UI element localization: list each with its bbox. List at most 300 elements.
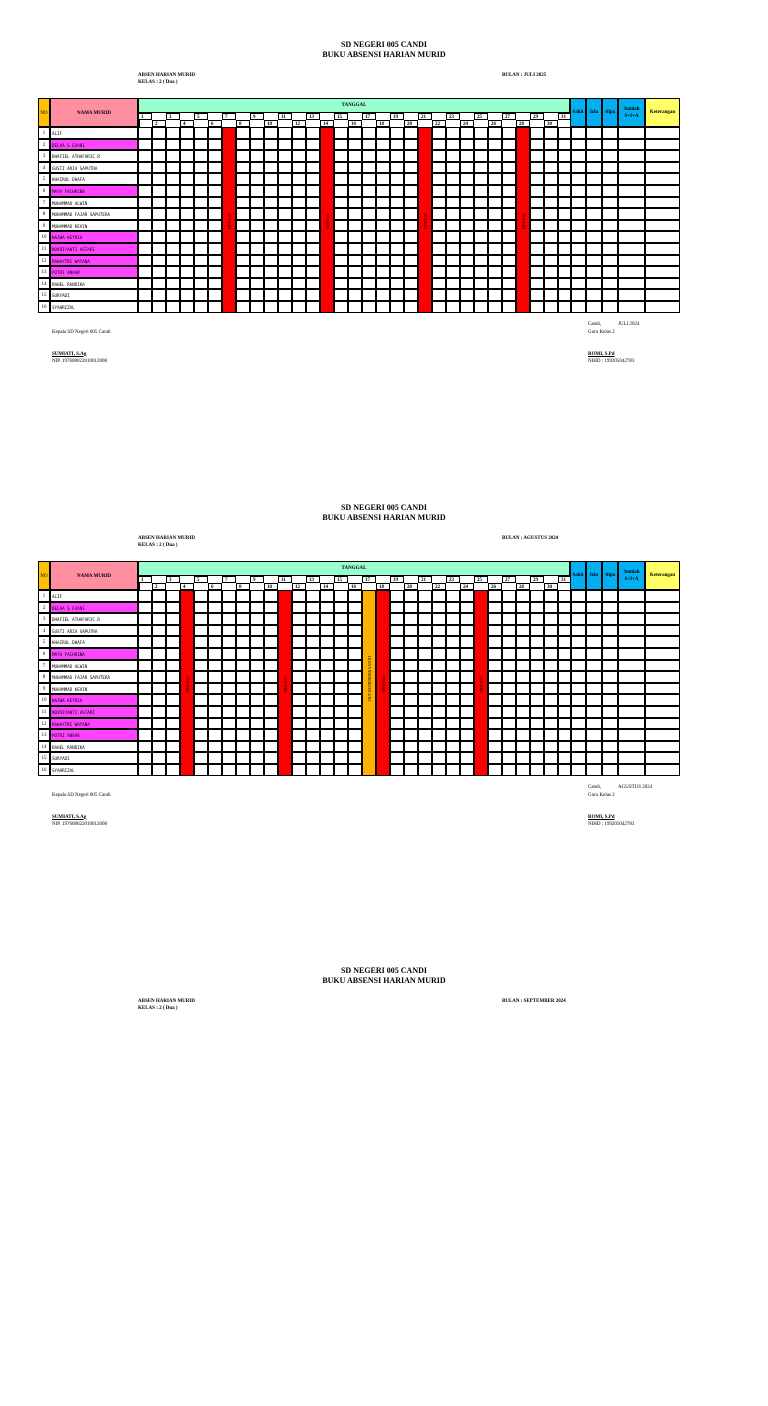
- attendance-cell[interactable]: [152, 683, 166, 695]
- attendance-cell[interactable]: [404, 648, 418, 660]
- attendance-cell[interactable]: [320, 602, 334, 614]
- jumlah-cell[interactable]: [618, 613, 645, 625]
- attendance-cell[interactable]: [306, 127, 320, 139]
- attendance-cell[interactable]: [236, 660, 250, 672]
- attendance-cell[interactable]: [488, 278, 502, 290]
- izin-cell[interactable]: [586, 243, 602, 255]
- attendance-cell[interactable]: [488, 127, 502, 139]
- jumlah-cell[interactable]: [618, 255, 645, 267]
- attendance-cell[interactable]: [404, 255, 418, 267]
- attendance-cell[interactable]: [348, 660, 362, 672]
- attendance-cell[interactable]: [530, 671, 544, 683]
- attendance-cell[interactable]: [264, 694, 278, 706]
- attendance-cell[interactable]: [292, 613, 306, 625]
- attendance-cell[interactable]: [516, 752, 530, 764]
- keterangan-cell[interactable]: [645, 683, 680, 695]
- attendance-cell[interactable]: [166, 255, 180, 267]
- attendance-cell[interactable]: [292, 729, 306, 741]
- keterangan-cell[interactable]: [645, 590, 680, 602]
- attendance-cell[interactable]: [488, 139, 502, 151]
- attendance-cell[interactable]: [432, 613, 446, 625]
- attendance-cell[interactable]: [362, 231, 376, 243]
- attendance-cell[interactable]: [376, 231, 390, 243]
- attendance-cell[interactable]: [194, 289, 208, 301]
- attendance-cell[interactable]: [292, 671, 306, 683]
- attendance-cell[interactable]: [404, 613, 418, 625]
- attendance-cell[interactable]: [250, 231, 264, 243]
- attendance-cell[interactable]: [292, 752, 306, 764]
- attendance-cell[interactable]: [432, 301, 446, 313]
- attendance-cell[interactable]: [222, 718, 236, 730]
- attendance-cell[interactable]: [488, 266, 502, 278]
- attendance-cell[interactable]: [236, 278, 250, 290]
- izin-cell[interactable]: [586, 648, 602, 660]
- attendance-cell[interactable]: [138, 231, 152, 243]
- sakit-cell[interactable]: [570, 127, 586, 139]
- attendance-cell[interactable]: [348, 162, 362, 174]
- alpa-cell[interactable]: [602, 231, 618, 243]
- attendance-cell[interactable]: [306, 278, 320, 290]
- attendance-cell[interactable]: [348, 220, 362, 232]
- attendance-cell[interactable]: [292, 625, 306, 637]
- attendance-cell[interactable]: [194, 706, 208, 718]
- attendance-cell[interactable]: [348, 150, 362, 162]
- attendance-cell[interactable]: [166, 741, 180, 753]
- alpa-cell[interactable]: [602, 752, 618, 764]
- jumlah-cell[interactable]: [618, 741, 645, 753]
- attendance-cell[interactable]: [334, 729, 348, 741]
- attendance-cell[interactable]: [446, 266, 460, 278]
- attendance-cell[interactable]: [236, 694, 250, 706]
- attendance-cell[interactable]: [432, 706, 446, 718]
- attendance-cell[interactable]: [138, 266, 152, 278]
- attendance-cell[interactable]: [278, 301, 292, 313]
- alpa-cell[interactable]: [602, 220, 618, 232]
- attendance-cell[interactable]: [376, 266, 390, 278]
- attendance-cell[interactable]: [208, 602, 222, 614]
- attendance-cell[interactable]: [446, 243, 460, 255]
- attendance-cell[interactable]: [488, 220, 502, 232]
- attendance-cell[interactable]: [194, 764, 208, 776]
- attendance-cell[interactable]: [292, 197, 306, 209]
- izin-cell[interactable]: [586, 173, 602, 185]
- attendance-cell[interactable]: [376, 173, 390, 185]
- attendance-cell[interactable]: [236, 139, 250, 151]
- attendance-cell[interactable]: [306, 636, 320, 648]
- attendance-cell[interactable]: [180, 197, 194, 209]
- attendance-cell[interactable]: [530, 718, 544, 730]
- attendance-cell[interactable]: [544, 278, 558, 290]
- attendance-cell[interactable]: [446, 729, 460, 741]
- attendance-cell[interactable]: [208, 208, 222, 220]
- attendance-cell[interactable]: [208, 220, 222, 232]
- attendance-cell[interactable]: [278, 278, 292, 290]
- keterangan-cell[interactable]: [645, 231, 680, 243]
- attendance-cell[interactable]: [516, 660, 530, 672]
- attendance-cell[interactable]: [306, 625, 320, 637]
- attendance-cell[interactable]: [376, 289, 390, 301]
- attendance-cell[interactable]: [390, 139, 404, 151]
- attendance-cell[interactable]: [334, 139, 348, 151]
- attendance-cell[interactable]: [236, 197, 250, 209]
- attendance-cell[interactable]: [432, 266, 446, 278]
- alpa-cell[interactable]: [602, 278, 618, 290]
- attendance-cell[interactable]: [152, 741, 166, 753]
- jumlah-cell[interactable]: [618, 625, 645, 637]
- attendance-cell[interactable]: [488, 625, 502, 637]
- attendance-cell[interactable]: [390, 255, 404, 267]
- attendance-cell[interactable]: [320, 671, 334, 683]
- attendance-cell[interactable]: [222, 671, 236, 683]
- attendance-cell[interactable]: [236, 625, 250, 637]
- attendance-cell[interactable]: [264, 718, 278, 730]
- sakit-cell[interactable]: [570, 208, 586, 220]
- attendance-cell[interactable]: [348, 741, 362, 753]
- attendance-cell[interactable]: [418, 636, 432, 648]
- attendance-cell[interactable]: [138, 243, 152, 255]
- attendance-cell[interactable]: [208, 683, 222, 695]
- attendance-cell[interactable]: [152, 162, 166, 174]
- attendance-cell[interactable]: [376, 208, 390, 220]
- attendance-cell[interactable]: [236, 764, 250, 776]
- attendance-cell[interactable]: [208, 752, 222, 764]
- attendance-cell[interactable]: [530, 625, 544, 637]
- keterangan-cell[interactable]: [645, 752, 680, 764]
- attendance-cell[interactable]: [530, 694, 544, 706]
- jumlah-cell[interactable]: [618, 694, 645, 706]
- attendance-cell[interactable]: [474, 208, 488, 220]
- sakit-cell[interactable]: [570, 266, 586, 278]
- attendance-cell[interactable]: [404, 741, 418, 753]
- attendance-cell[interactable]: [138, 590, 152, 602]
- attendance-cell[interactable]: [446, 301, 460, 313]
- attendance-cell[interactable]: [222, 648, 236, 660]
- attendance-cell[interactable]: [194, 694, 208, 706]
- izin-cell[interactable]: [586, 150, 602, 162]
- attendance-cell[interactable]: [264, 289, 278, 301]
- attendance-cell[interactable]: [390, 220, 404, 232]
- attendance-cell[interactable]: [474, 150, 488, 162]
- attendance-cell[interactable]: [544, 694, 558, 706]
- attendance-cell[interactable]: [306, 231, 320, 243]
- attendance-cell[interactable]: [530, 590, 544, 602]
- attendance-cell[interactable]: [544, 729, 558, 741]
- attendance-cell[interactable]: [138, 671, 152, 683]
- attendance-cell[interactable]: [208, 139, 222, 151]
- attendance-cell[interactable]: [166, 625, 180, 637]
- attendance-cell[interactable]: [348, 683, 362, 695]
- attendance-cell[interactable]: [264, 301, 278, 313]
- attendance-cell[interactable]: [250, 752, 264, 764]
- attendance-cell[interactable]: [320, 764, 334, 776]
- attendance-cell[interactable]: [544, 636, 558, 648]
- izin-cell[interactable]: [586, 266, 602, 278]
- attendance-cell[interactable]: [348, 231, 362, 243]
- attendance-cell[interactable]: [432, 208, 446, 220]
- attendance-cell[interactable]: [488, 671, 502, 683]
- attendance-cell[interactable]: [418, 683, 432, 695]
- attendance-cell[interactable]: [432, 660, 446, 672]
- attendance-cell[interactable]: [180, 243, 194, 255]
- attendance-cell[interactable]: [488, 752, 502, 764]
- attendance-cell[interactable]: [502, 636, 516, 648]
- attendance-cell[interactable]: [320, 694, 334, 706]
- attendance-cell[interactable]: [138, 127, 152, 139]
- attendance-cell[interactable]: [362, 289, 376, 301]
- attendance-cell[interactable]: [306, 718, 320, 730]
- attendance-cell[interactable]: [194, 671, 208, 683]
- attendance-cell[interactable]: [432, 590, 446, 602]
- attendance-cell[interactable]: [446, 173, 460, 185]
- attendance-cell[interactable]: [292, 139, 306, 151]
- attendance-cell[interactable]: [166, 231, 180, 243]
- jumlah-cell[interactable]: [618, 648, 645, 660]
- attendance-cell[interactable]: [208, 729, 222, 741]
- attendance-cell[interactable]: [432, 625, 446, 637]
- attendance-cell[interactable]: [264, 671, 278, 683]
- attendance-cell[interactable]: [474, 185, 488, 197]
- attendance-cell[interactable]: [236, 613, 250, 625]
- attendance-cell[interactable]: [236, 706, 250, 718]
- attendance-cell[interactable]: [250, 602, 264, 614]
- attendance-cell[interactable]: [446, 648, 460, 660]
- attendance-cell[interactable]: [334, 220, 348, 232]
- attendance-cell[interactable]: [432, 289, 446, 301]
- keterangan-cell[interactable]: [645, 220, 680, 232]
- attendance-cell[interactable]: [138, 185, 152, 197]
- izin-cell[interactable]: [586, 278, 602, 290]
- attendance-cell[interactable]: [208, 706, 222, 718]
- attendance-cell[interactable]: [152, 220, 166, 232]
- izin-cell[interactable]: [586, 718, 602, 730]
- attendance-cell[interactable]: [264, 752, 278, 764]
- attendance-cell[interactable]: [516, 590, 530, 602]
- attendance-cell[interactable]: [152, 278, 166, 290]
- attendance-cell[interactable]: [432, 694, 446, 706]
- attendance-cell[interactable]: [418, 729, 432, 741]
- attendance-cell[interactable]: [460, 602, 474, 614]
- attendance-cell[interactable]: [236, 590, 250, 602]
- attendance-cell[interactable]: [264, 266, 278, 278]
- attendance-cell[interactable]: [404, 694, 418, 706]
- attendance-cell[interactable]: [320, 590, 334, 602]
- attendance-cell[interactable]: [194, 660, 208, 672]
- attendance-cell[interactable]: [418, 660, 432, 672]
- attendance-cell[interactable]: [208, 590, 222, 602]
- alpa-cell[interactable]: [602, 243, 618, 255]
- attendance-cell[interactable]: [460, 590, 474, 602]
- attendance-cell[interactable]: [544, 741, 558, 753]
- attendance-cell[interactable]: [432, 197, 446, 209]
- attendance-cell[interactable]: [460, 255, 474, 267]
- attendance-cell[interactable]: [502, 301, 516, 313]
- attendance-cell[interactable]: [166, 173, 180, 185]
- attendance-cell[interactable]: [250, 741, 264, 753]
- attendance-cell[interactable]: [264, 208, 278, 220]
- attendance-cell[interactable]: [418, 590, 432, 602]
- jumlah-cell[interactable]: [618, 220, 645, 232]
- attendance-cell[interactable]: [404, 718, 418, 730]
- attendance-cell[interactable]: [544, 683, 558, 695]
- attendance-cell[interactable]: [488, 150, 502, 162]
- attendance-cell[interactable]: [208, 741, 222, 753]
- attendance-cell[interactable]: [222, 625, 236, 637]
- attendance-cell[interactable]: [138, 764, 152, 776]
- attendance-cell[interactable]: [208, 718, 222, 730]
- attendance-cell[interactable]: [138, 694, 152, 706]
- attendance-cell[interactable]: [390, 648, 404, 660]
- attendance-cell[interactable]: [152, 729, 166, 741]
- keterangan-cell[interactable]: [645, 660, 680, 672]
- jumlah-cell[interactable]: [618, 208, 645, 220]
- sakit-cell[interactable]: [570, 741, 586, 753]
- keterangan-cell[interactable]: [645, 625, 680, 637]
- attendance-cell[interactable]: [166, 718, 180, 730]
- attendance-cell[interactable]: [446, 197, 460, 209]
- attendance-cell[interactable]: [180, 255, 194, 267]
- attendance-cell[interactable]: [152, 636, 166, 648]
- attendance-cell[interactable]: [376, 255, 390, 267]
- attendance-cell[interactable]: [180, 150, 194, 162]
- attendance-cell[interactable]: [250, 243, 264, 255]
- attendance-cell[interactable]: [530, 729, 544, 741]
- attendance-cell[interactable]: [530, 660, 544, 672]
- attendance-cell[interactable]: [404, 208, 418, 220]
- attendance-cell[interactable]: [292, 764, 306, 776]
- attendance-cell[interactable]: [334, 197, 348, 209]
- attendance-cell[interactable]: [502, 590, 516, 602]
- attendance-cell[interactable]: [390, 162, 404, 174]
- attendance-cell[interactable]: [264, 255, 278, 267]
- attendance-cell[interactable]: [502, 150, 516, 162]
- jumlah-cell[interactable]: [618, 602, 645, 614]
- attendance-cell[interactable]: [390, 602, 404, 614]
- attendance-cell[interactable]: [348, 266, 362, 278]
- attendance-cell[interactable]: [194, 636, 208, 648]
- attendance-cell[interactable]: [264, 231, 278, 243]
- attendance-cell[interactable]: [404, 764, 418, 776]
- attendance-cell[interactable]: [530, 278, 544, 290]
- attendance-cell[interactable]: [180, 139, 194, 151]
- attendance-cell[interactable]: [516, 625, 530, 637]
- attendance-cell[interactable]: [390, 706, 404, 718]
- attendance-cell[interactable]: [250, 764, 264, 776]
- attendance-cell[interactable]: [306, 289, 320, 301]
- attendance-cell[interactable]: [390, 185, 404, 197]
- jumlah-cell[interactable]: [618, 278, 645, 290]
- attendance-cell[interactable]: [334, 231, 348, 243]
- attendance-cell[interactable]: [348, 718, 362, 730]
- attendance-cell[interactable]: [236, 243, 250, 255]
- attendance-cell[interactable]: [334, 185, 348, 197]
- attendance-cell[interactable]: [488, 648, 502, 660]
- attendance-cell[interactable]: [432, 185, 446, 197]
- attendance-cell[interactable]: [250, 590, 264, 602]
- attendance-cell[interactable]: [418, 602, 432, 614]
- izin-cell[interactable]: [586, 231, 602, 243]
- attendance-cell[interactable]: [278, 162, 292, 174]
- attendance-cell[interactable]: [194, 602, 208, 614]
- attendance-cell[interactable]: [488, 301, 502, 313]
- attendance-cell[interactable]: [292, 301, 306, 313]
- attendance-cell[interactable]: [362, 127, 376, 139]
- attendance-cell[interactable]: [418, 671, 432, 683]
- attendance-cell[interactable]: [250, 729, 264, 741]
- attendance-cell[interactable]: [166, 648, 180, 660]
- attendance-cell[interactable]: [152, 660, 166, 672]
- attendance-cell[interactable]: [264, 243, 278, 255]
- jumlah-cell[interactable]: [618, 173, 645, 185]
- attendance-cell[interactable]: [306, 301, 320, 313]
- alpa-cell[interactable]: [602, 764, 618, 776]
- attendance-cell[interactable]: [404, 602, 418, 614]
- attendance-cell[interactable]: [138, 660, 152, 672]
- attendance-cell[interactable]: [460, 220, 474, 232]
- attendance-cell[interactable]: [250, 173, 264, 185]
- attendance-cell[interactable]: [334, 694, 348, 706]
- attendance-cell[interactable]: [166, 764, 180, 776]
- attendance-cell[interactable]: [530, 127, 544, 139]
- attendance-cell[interactable]: [390, 150, 404, 162]
- attendance-cell[interactable]: [348, 648, 362, 660]
- attendance-cell[interactable]: [530, 706, 544, 718]
- attendance-cell[interactable]: [334, 636, 348, 648]
- attendance-cell[interactable]: [432, 718, 446, 730]
- attendance-cell[interactable]: [194, 590, 208, 602]
- izin-cell[interactable]: [586, 706, 602, 718]
- attendance-cell[interactable]: [250, 139, 264, 151]
- attendance-cell[interactable]: [236, 220, 250, 232]
- attendance-cell[interactable]: [390, 718, 404, 730]
- attendance-cell[interactable]: [222, 613, 236, 625]
- attendance-cell[interactable]: [180, 127, 194, 139]
- attendance-cell[interactable]: [334, 150, 348, 162]
- attendance-cell[interactable]: [502, 139, 516, 151]
- attendance-cell[interactable]: [138, 613, 152, 625]
- keterangan-cell[interactable]: [645, 764, 680, 776]
- attendance-cell[interactable]: [530, 185, 544, 197]
- attendance-cell[interactable]: [530, 683, 544, 695]
- sakit-cell[interactable]: [570, 278, 586, 290]
- attendance-cell[interactable]: [166, 301, 180, 313]
- attendance-cell[interactable]: [390, 197, 404, 209]
- attendance-cell[interactable]: [208, 185, 222, 197]
- attendance-cell[interactable]: [320, 752, 334, 764]
- attendance-cell[interactable]: [152, 139, 166, 151]
- attendance-cell[interactable]: [530, 764, 544, 776]
- attendance-cell[interactable]: [166, 671, 180, 683]
- attendance-cell[interactable]: [544, 706, 558, 718]
- keterangan-cell[interactable]: [645, 127, 680, 139]
- attendance-cell[interactable]: [376, 243, 390, 255]
- attendance-cell[interactable]: [544, 602, 558, 614]
- attendance-cell[interactable]: [152, 590, 166, 602]
- attendance-cell[interactable]: [236, 741, 250, 753]
- attendance-cell[interactable]: [446, 602, 460, 614]
- attendance-cell[interactable]: [460, 636, 474, 648]
- attendance-cell[interactable]: [460, 301, 474, 313]
- attendance-cell[interactable]: [348, 197, 362, 209]
- attendance-cell[interactable]: [474, 173, 488, 185]
- attendance-cell[interactable]: [334, 127, 348, 139]
- attendance-cell[interactable]: [320, 636, 334, 648]
- attendance-cell[interactable]: [404, 173, 418, 185]
- attendance-cell[interactable]: [474, 197, 488, 209]
- izin-cell[interactable]: [586, 602, 602, 614]
- attendance-cell[interactable]: [152, 694, 166, 706]
- attendance-cell[interactable]: [348, 243, 362, 255]
- sakit-cell[interactable]: [570, 660, 586, 672]
